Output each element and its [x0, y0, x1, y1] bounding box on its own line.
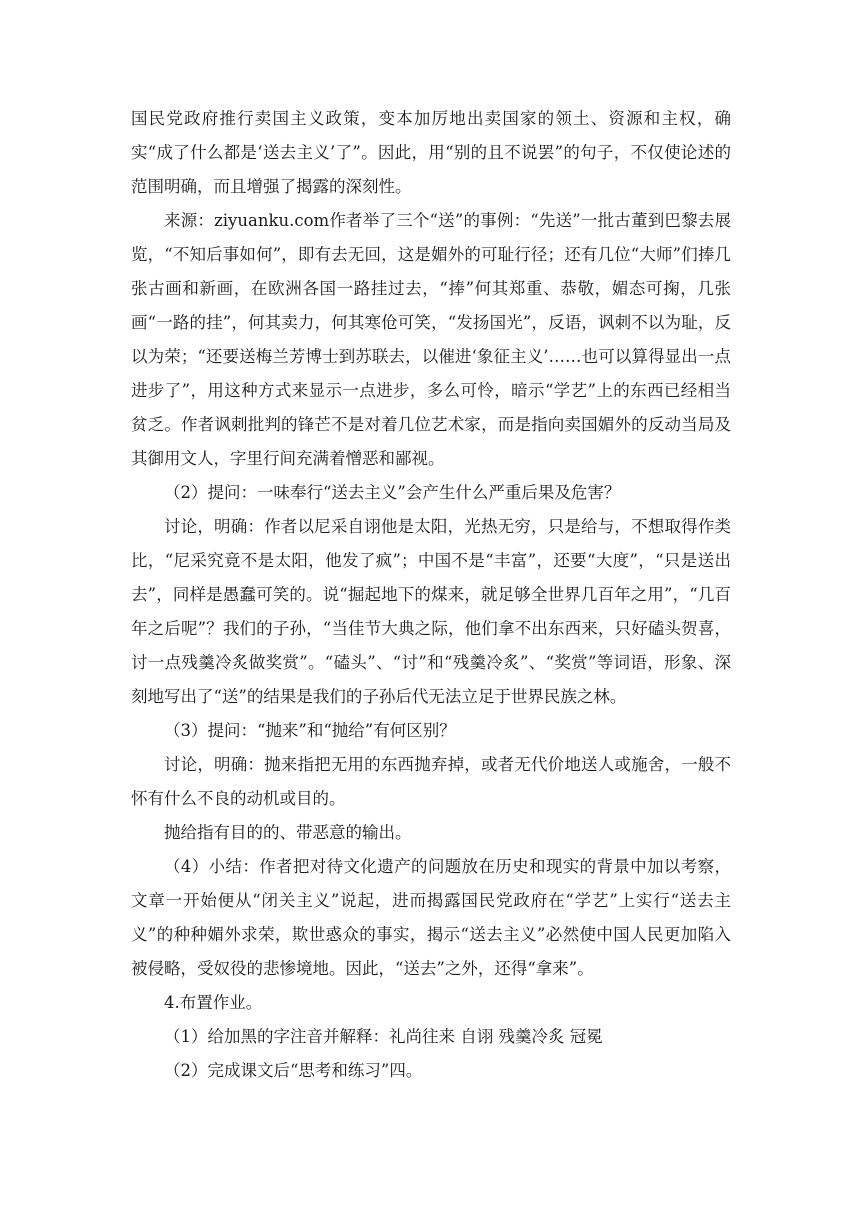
discussion-2: 讨论，明确：作者以尼采自诩他是太阳，光热无穷，只是给与，不想取得作类比，“尼采究竟不是太阳，他发了疯”；中国不是“丰富”，还要“大度”，“只是送出去”，同样是愚蠢可笑的。说“掘起地下的煤来，就足够全世界几百年之用”，“几百年之后呢”？我们的子孙，“当佳节大典之际，他们拿不出东西来，只好磕头贺喜，讨一点残羹冷炙做奖赏”。“磕头”、“讨”和“残羹冷炙”、“奖赏”等词语，形象、深刻地写出了“送”的结果是我们的子孙后代无法立足于世界民族之林。 [131, 517, 731, 706]
discussion-3: 讨论，明确：抛来指把无用的东西抛弃掉，或者无代价地送人或施舍，一般不怀有什么不良的动机或目的。 [131, 755, 731, 808]
document-body [131, 102, 731, 1088]
homework-heading: 4.布置作业。 [164, 993, 263, 1012]
discussion-3-continued: 抛给指有目的的、带恶意的输出。 [164, 823, 412, 842]
paragraph-source-analysis: 来源：ziyuanku.com作者举了三个“送”的事例：“先送”一批古董到巴黎去展览，“不知后事如何”，即有去无回，这是媚外的可耻行径；还有几位“大师”们捧几张古画和新画，在欧洲各国一路挂过去，“捧”何其郑重、恭敬，媚态可掬，几张画“一路的挂”，何其卖力，何其寒伧可笑，“发扬国光”，反语，讽刺不以为耻，反以为荣；“还要送梅兰芳博士到苏联去，以催进‘象征主义’……也可以算得显出一点进步了”，用这种方式来显示一点进步，多么可怜，暗示“学艺”上的东西已经相当贫乏。作者讽刺批判的锋芒不是对着几位艺术家，而是指向卖国媚外的反动当局及其御用文人，字里行间充满着憎恶和鄙视。 [131, 211, 731, 468]
homework-item-1: （1）给加黑的字注音并解释：礼尚往来 自诩 残羹冷炙 冠冕 [164, 1027, 603, 1046]
summary-4: （4）小结：作者把对待文化遗产的问题放在历史和现实的背景中加以考察，文章一开始便从“闭关主义”说起，进而揭露国民党政府在“学艺”上实行“送去主义”的种种媚外求荣，欺世惑众的事实，揭示“送去主义”必然使中国人民更加陷入被侵略，受奴役的悲惨境地。因此，“送去”之外，还得“拿来”。 [131, 857, 731, 978]
question-2: （2）提问：一味奉行“送去主义”会产生什么严重后果及危害？ [164, 483, 621, 502]
homework-item-2: （2）完成课文后“思考和练习”四。 [164, 1061, 423, 1080]
question-3: （3）提问：“抛来”和“抛给”有何区别？ [164, 721, 456, 740]
paragraph-continuation: 国民党政府推行卖国主义政策，变本加厉地出卖国家的领土、资源和主权，确实“成了什么都是‘送去主义’了”。因此，用“别的且不说罢”的句子，不仅使论述的范围明确，而且增强了揭露的深刻性。 [131, 109, 731, 196]
